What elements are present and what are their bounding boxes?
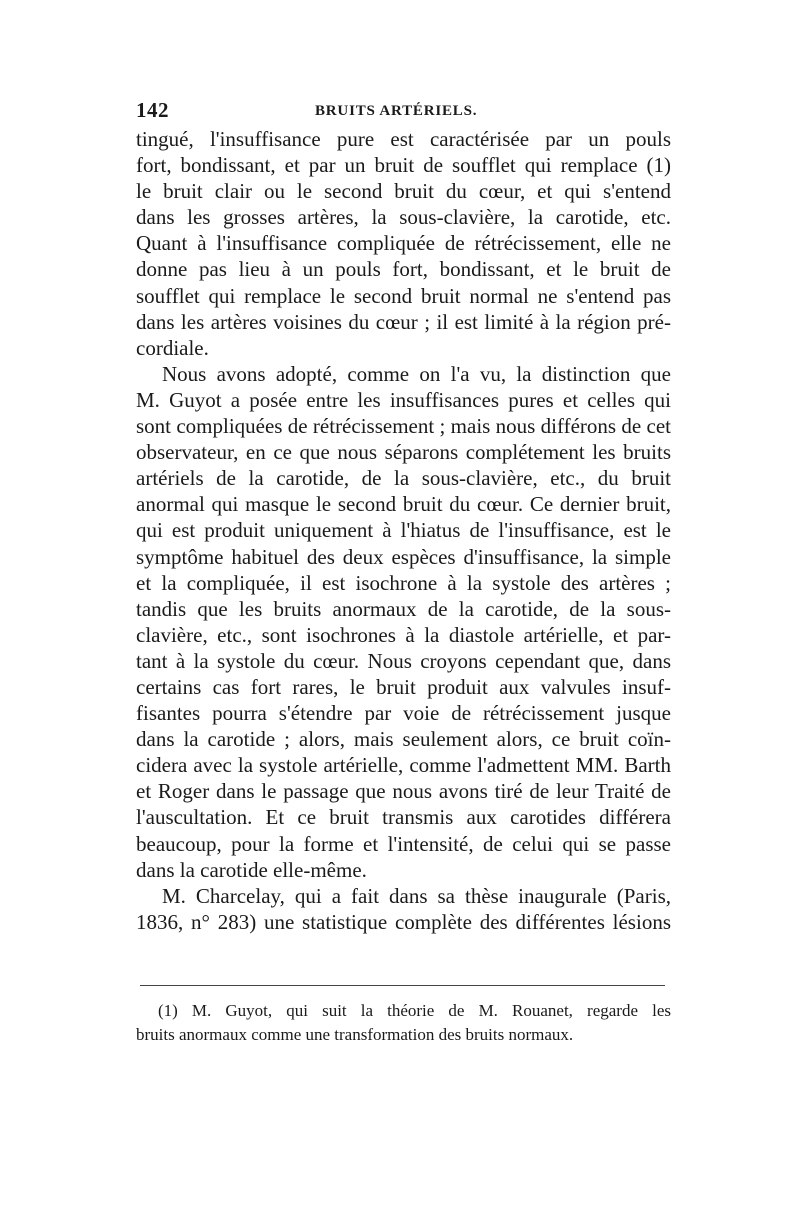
text-line: le bruit clair ou le second bruit du cœur, et qui s'entend [136,179,671,204]
text-line: certains cas fort rares, le bruit produit aux valvules insuf- [136,674,671,699]
text-line: tandis que les bruits anormaux de la carotide, de la sous- [136,596,671,621]
footnote [136,999,671,1047]
text-line: l'auscultation. Et ce bruit transmis aux carotides différera [136,805,671,830]
text-line: dans les grosses artères, la sous-clavière, la carotide, etc. [136,205,671,230]
text-line: tant à la systole du cœur. Nous croyons cependant que, dans [136,648,671,673]
text-line: dans les artères voisines du cœur ; il est limité à la région pré- [136,309,671,334]
body-text [136,126,671,935]
footnote-line: (1) M. Guyot, qui suit la théorie de M. Rouanet, regarde les [158,1001,671,1020]
text-line: fisantes pourra s'étendre par voie de rétrécissement jusque [136,701,671,726]
text-line: cidera avec la systole artérielle, comme l'admettent MM. Barth [136,753,671,778]
text-line: cordiale. [136,335,209,360]
text-line: anormal qui masque le second bruit du cœur. Ce dernier bruit, [136,492,671,517]
text-line: clavière, etc., sont isochrones à la diastole artérielle, et par- [136,622,671,647]
page-header [136,98,668,128]
text-line: M. Guyot a posée entre les insuffisances pures et celles qui [136,387,671,412]
text-line: soufflet qui remplace le second bruit normal ne s'entend pas [136,283,671,308]
text-line: qui est produit uniquement à l'hiatus de l'insuffisance, est le [136,518,671,543]
text-line: dans la carotide ; alors, mais seulement alors, ce bruit coïn- [136,727,671,752]
text-line: tingué, l'insuffisance pure est caractérisée par un pouls [136,127,671,151]
text-line: et la compliquée, il est isochrone à la systole des artères ; [136,570,671,595]
footnote-divider [140,985,665,986]
text-line: 1836, n° 283) une statistique complète des différentes lésions [136,909,671,934]
page-number: 142 [136,98,169,122]
text-line: sont compliquées de rétrécissement ; mais nous différons de cet [136,414,671,439]
paragraph-start-line: Nous avons adopté, comme on l'a vu, la distinction que [162,361,671,386]
footnote-line: bruits anormaux comme une transformation des bruits normaux. [136,1025,574,1044]
text-line: fort, bondissant, et par un bruit de soufflet qui remplace (1) [136,153,671,178]
text-line: Quant à l'insuffisance compliquée de rétrécissement, elle ne [136,231,671,256]
text-line: beaucoup, pour la forme et l'intensité, de celui qui se passe [136,831,671,856]
text-line: artériels de la carotide, de la sous-clavière, etc., du bruit [136,466,671,491]
text-line: observateur, en ce que nous séparons complétement les bruits [136,440,671,465]
paragraph-start-line: M. Charcelay, qui a fait dans sa thèse inaugurale (Paris, [162,883,671,908]
running-title: BRUITS ARTÉRIELS. [315,103,478,119]
text-line: et Roger dans le passage que nous avons tiré de leur Traité de [136,779,671,804]
text-line: symptôme habituel des deux espèces d'insuffisance, la simple [136,544,671,569]
text-line: dans la carotide elle-même. [136,857,367,882]
text-line: donne pas lieu à un pouls fort, bondissant, et le bruit de [136,257,671,282]
